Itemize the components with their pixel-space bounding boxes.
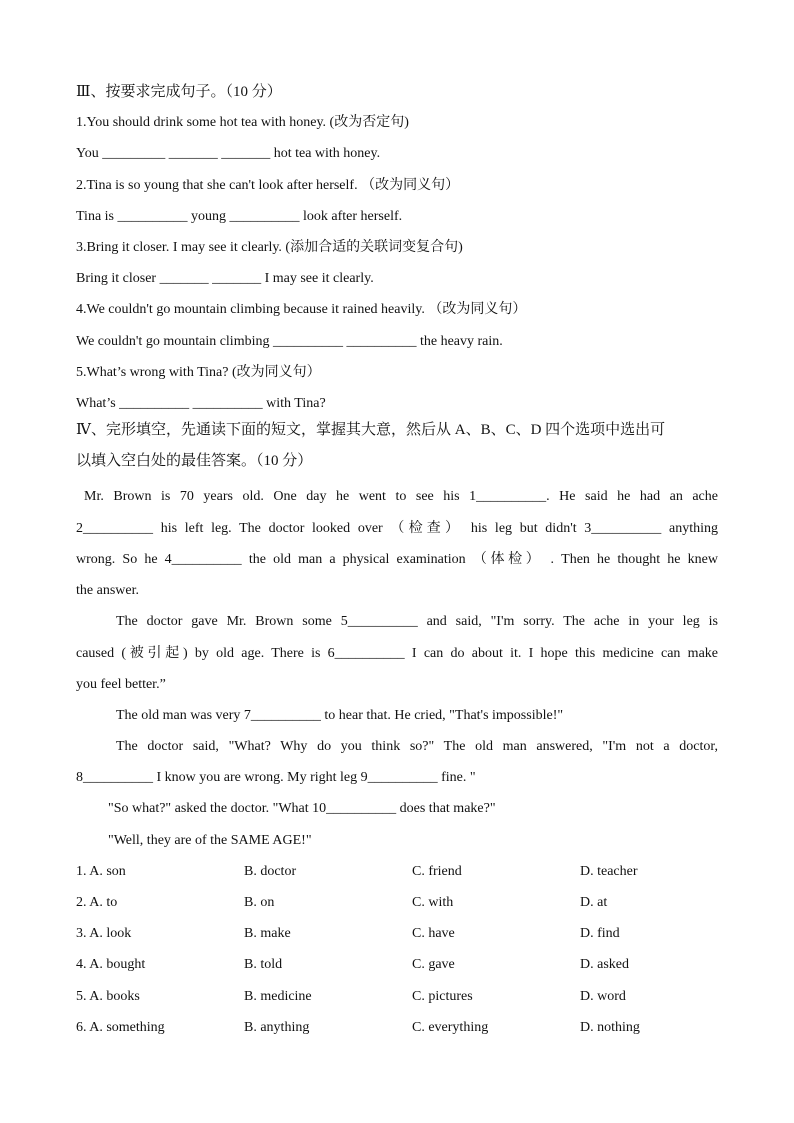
option-6-d: D. nothing bbox=[580, 1020, 640, 1035]
option-4-d: D. asked bbox=[580, 957, 629, 972]
option-2-c: C. with bbox=[412, 895, 454, 910]
question-5: 5.What’s wrong with Tina? (改为同义句） bbox=[76, 365, 321, 380]
option-3-b: B. make bbox=[244, 926, 291, 941]
option-5-c: C. pictures bbox=[412, 989, 473, 1004]
option-row-4 bbox=[76, 955, 718, 975]
answer-4: We couldn't go mountain climbing __________ __________ the heavy rain. bbox=[76, 334, 503, 349]
answer-3: Bring it closer _______ _______ I may see it clearly. bbox=[76, 271, 374, 286]
option-3-a: 3. A. look bbox=[76, 926, 132, 941]
option-4-a: 4. A. bought bbox=[76, 957, 146, 972]
option-5-a: 5. A. books bbox=[76, 989, 140, 1004]
option-3-c: C. have bbox=[412, 926, 455, 941]
section-4-heading-line-1: Ⅳ、完形填空，先通读下面的短文，掌握其大意，然后从 A、B、C、D 四个选项中选出可 bbox=[76, 422, 666, 438]
option-row-1 bbox=[76, 862, 718, 882]
question-1: 1.You should drink some hot tea with honey. (改为否定句) bbox=[76, 115, 409, 130]
section-3-heading: Ⅲ、按要求完成句子。（10 分） bbox=[76, 84, 282, 100]
option-5-d: D. word bbox=[580, 989, 626, 1004]
option-row-6 bbox=[76, 1018, 718, 1038]
passage-line-12: "Well, they are of the SAME AGE!" bbox=[108, 833, 312, 848]
option-6-a: 6. A. something bbox=[76, 1020, 165, 1035]
section-4-heading-line-2: 以填入空白处的最佳答案。（10 分） bbox=[76, 453, 313, 469]
option-6-c: C. everything bbox=[412, 1020, 489, 1035]
option-1-a: 1. A. son bbox=[76, 864, 126, 879]
option-1-b: B. doctor bbox=[244, 864, 297, 879]
option-6-b: B. anything bbox=[244, 1020, 310, 1035]
question-3: 3.Bring it closer. I may see it clearly. (添加合适的关联词变复合句) bbox=[76, 240, 463, 255]
passage-line-5: The doctor gave Mr. Brown some 5__________ and said, "I'm sorry. The ache in your leg is bbox=[116, 614, 718, 629]
option-2-b: B. on bbox=[244, 895, 275, 910]
option-row-3 bbox=[76, 924, 718, 944]
passage-line-4: the answer. bbox=[76, 583, 139, 598]
passage-line-8: The old man was very 7__________ to hear that. He cried, "That's impossible!" bbox=[116, 708, 564, 723]
option-1-d: D. teacher bbox=[580, 864, 638, 879]
passage-line-7: you feel better.” bbox=[76, 677, 166, 692]
passage-line-10: 8__________ I know you are wrong. My right leg 9__________ fine. " bbox=[76, 770, 476, 785]
answer-5: What’s __________ __________ with Tina? bbox=[76, 396, 326, 411]
option-1-c: C. friend bbox=[412, 864, 462, 879]
passage-line-11: "So what?" asked the doctor. "What 10__________ does that make?" bbox=[108, 801, 496, 816]
answer-2: Tina is __________ young __________ look after herself. bbox=[76, 209, 403, 224]
option-3-d: D. find bbox=[580, 926, 620, 941]
option-row-2 bbox=[76, 893, 718, 913]
option-2-a: 2. A. to bbox=[76, 895, 118, 910]
question-2: 2.Tina is so young that she can't look after herself. （改为同义句） bbox=[76, 178, 460, 193]
passage-line-6: caused (被引起) by old age. There is 6__________ I can do about it. I hope this medicine can make bbox=[76, 646, 718, 661]
option-2-d: D. at bbox=[580, 895, 608, 910]
passage-line-9: The doctor said, "What? Why do you think so?" The old man answered, "I'm not a doctor, bbox=[116, 739, 718, 754]
passage-line-2: 2__________ his left leg. The doctor looked over （检查） his leg but didn't 3__________ anything bbox=[76, 521, 718, 536]
option-4-b: B. told bbox=[244, 957, 283, 972]
passage-line-3: wrong. So he 4__________ the old man a physical examination （体检） . Then he thought he knew bbox=[76, 552, 718, 567]
answer-1: You _________ _______ _______ hot tea with honey. bbox=[76, 146, 381, 161]
option-5-b: B. medicine bbox=[244, 989, 312, 1004]
option-row-5 bbox=[76, 987, 718, 1007]
question-4: 4.We couldn't go mountain climbing because it rained heavily. （改为同义句） bbox=[76, 302, 527, 317]
option-4-c: C. gave bbox=[412, 957, 455, 972]
passage-line-1: Mr. Brown is 70 years old. One day he went to see his 1__________. He said he had an ache bbox=[84, 489, 718, 504]
